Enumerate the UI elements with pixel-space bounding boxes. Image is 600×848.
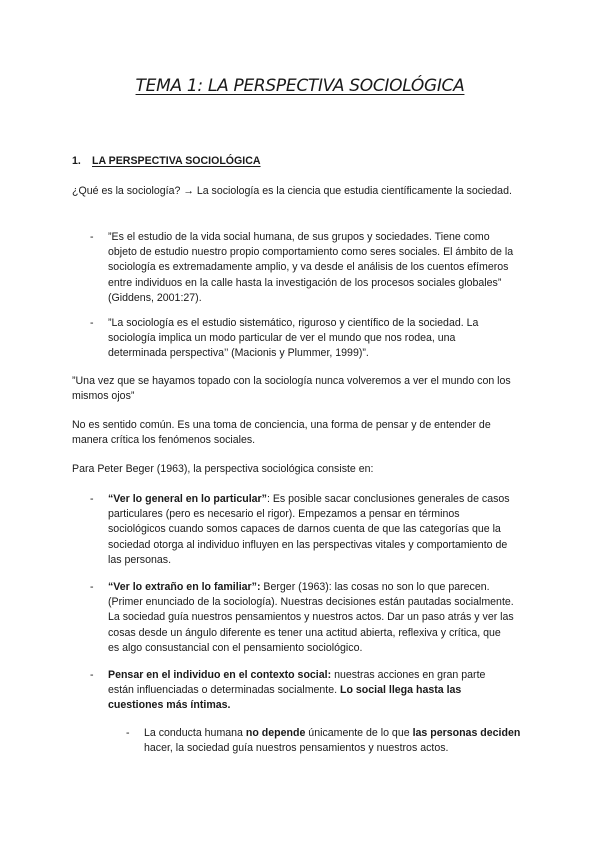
berger-item-2-body: Berger (1963): las cosas no son lo que parecen. (Primer enunciado de la sociología). Nuestras decisiones están pautadas socialmente. La sociedad guía nuestros pensamientos y nuestros actos. Dar un paso atrás y ver las cosas desde un ángulo diferente es tener una actitud abierta, reflexiva y crítica, que es algo consustancial con el pensamiento sociológico. — [108, 581, 514, 654]
section-number: 1. — [72, 155, 81, 167]
sub-item-text — [144, 726, 526, 756]
dash-bullet: - — [90, 231, 94, 243]
section-heading — [72, 154, 528, 169]
berger-item-3-body: nuestras acciones en gran parte están influenciadas o determinadas socialmente. — [108, 669, 486, 697]
sub-item-bold-2: las personas deciden — [412, 727, 521, 739]
berger-item-2-text — [108, 580, 514, 656]
sub-item — [126, 726, 526, 756]
sub-item-bold-1: no depende — [245, 727, 306, 739]
dash-bullet: - — [126, 727, 130, 739]
berger-intro: Para Peter Beger (1963), la perspectiva sociológica consiste en: — [72, 463, 374, 475]
berger-item-1 — [90, 492, 514, 568]
berger-item-3-bold2: Lo social llega hasta las cuestiones más íntimas. — [108, 684, 462, 712]
berger-item-2 — [90, 580, 514, 656]
dash-bullet: - — [90, 493, 94, 505]
sub-item-part-2: únicamente de lo que — [305, 727, 413, 739]
definition-item-1 — [90, 230, 514, 306]
page-title: TEMA 1: LA PERSPECTIVA SOCIOLÓGICA — [135, 76, 465, 96]
title-container — [0, 76, 600, 96]
section-label: LA PERSPECTIVA SOCIOLÓGICA — [92, 155, 261, 167]
definition-item-2 — [90, 316, 514, 362]
common-sense-paragraph: No es sentido común. Es una toma de conciencia, una forma de pensar y de entender de manera crítica los fenómenos sociales. — [72, 419, 491, 447]
sub-item-part-1: La conducta humana — [144, 727, 246, 739]
berger-item-2-bold: “Ver lo extraño en lo familiar”: — [108, 581, 261, 593]
quote-paragraph: ”Una vez que se hayamos topado con la sociología nunca volveremos a ver el mundo con los mismos ojos” — [72, 375, 511, 403]
berger-item-3-bold: Pensar en el individuo en el contexto social: — [108, 669, 332, 681]
berger-item-1-body: : Es posible sacar conclusiones generales de casos particulares (pero es necesario el rigor). Empezamos a pensar en términos sociológicos cuando somos capaces de darnos cuenta de que las categorías que la sociedad otorga al individuo influyen en las perspectivas vitales y comportamiento de las personas. — [108, 493, 510, 566]
definition-text-2: ”La sociología es el estudio sistemático, riguroso y científico de la sociedad. La sociología implica un modo particular de ver el mundo que nos rodea, una determinada perspectiva’’ (Macionis y Plummer, 1999)”. — [108, 317, 479, 360]
sub-item-part-3: hacer, la sociedad guía nuestros pensamientos y nuestros actos. — [144, 742, 449, 755]
berger-item-1-bold: “Ver lo general en lo particular” — [108, 493, 267, 505]
dash-bullet: - — [90, 317, 94, 329]
berger-item-3-text — [108, 668, 514, 714]
dash-bullet: - — [90, 581, 94, 593]
intro-paragraph: ¿Qué es la sociología? → La sociología es la ciencia que estudia científicamente la sociedad. — [72, 185, 512, 197]
berger-item-3 — [90, 668, 514, 714]
berger-item-1-text — [108, 492, 514, 568]
dash-bullet: - — [90, 669, 94, 681]
definition-text-1: ”Es el estudio de la vida social humana, de sus grupos y sociedades. Tiene como objeto de estudio nuestro propio comportamiento como seres sociales. El ámbito de la sociología es extremadamente amplio, y va desde el análisis de los cuentos efímeros entre individuos en la calle hasta la investigación de los procesos sociales globales” (Giddens, 2001:27). — [108, 231, 514, 304]
